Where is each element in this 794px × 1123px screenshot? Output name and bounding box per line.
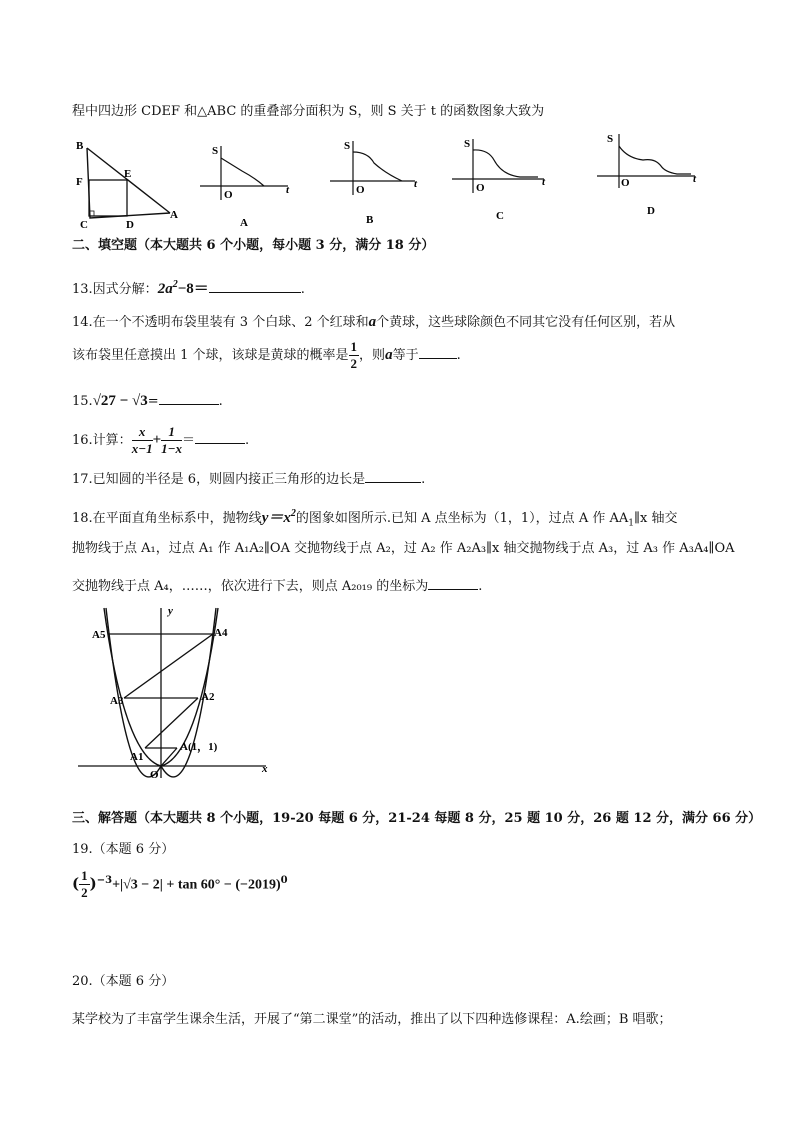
option-c-label: C xyxy=(496,210,504,222)
fig-label-E: E xyxy=(124,168,132,180)
option-a-graph xyxy=(200,138,300,233)
svg-text:S: S xyxy=(344,140,351,152)
svg-text:O: O xyxy=(224,189,233,201)
svg-text:t: t xyxy=(693,173,697,185)
q14-fraction: $\frac{1}{2}$ xyxy=(350,339,358,371)
q18-parabola-figure xyxy=(78,600,278,780)
section-2-heading: 二、填空题（本大题共 6 个小题，每小题 3 分，满分 18 分） xyxy=(72,238,435,253)
label-a1: A1 xyxy=(130,751,144,763)
q15-answer-blank[interactable] xyxy=(159,390,219,405)
q19-label: 19.（本题 6 分） xyxy=(72,842,175,857)
svg-text:O: O xyxy=(621,177,630,189)
q18-line3: 交抛物线于点 A₄，……，依次进行下去，则点 A₂₀₁₉ 的坐标为 . xyxy=(72,575,482,596)
q20-label: 20.（本题 6 分） xyxy=(72,974,175,989)
q17: 17.已知圆的半径是 6，则圆内接正三角形的边长是 . xyxy=(72,468,425,489)
label-x-axis: x xyxy=(262,763,268,775)
svg-text:S: S xyxy=(212,145,219,157)
fig-label-D: D xyxy=(126,219,134,231)
section-3-heading: 三、解答题（本大题共 8 个小题，19-20 每题 6 分，21-24 每题 8 分，25 题 10 分，26 题 12 分，满分 66 分） xyxy=(72,811,762,826)
label-y-axis: y xyxy=(168,605,173,617)
svg-text:t: t xyxy=(286,184,290,196)
q16: 16.计算： $\frac{x}{x-1}$ + $\frac{1}{1-x}$ ＝ . xyxy=(72,424,250,456)
svg-text:S: S xyxy=(607,133,614,145)
q13-answer-blank[interactable] xyxy=(209,278,301,293)
svg-text:t: t xyxy=(542,176,546,188)
label-a5: A5 xyxy=(92,629,106,641)
svg-text:t: t xyxy=(414,178,418,190)
fig-label-B: B xyxy=(76,140,84,152)
q14-answer-blank[interactable] xyxy=(419,344,457,359)
option-b-label: B xyxy=(366,214,374,226)
q20-text: 某学校为了丰富学生课余生活，开展了“第二课堂”的活动，推出了以下四种选修课程：A.绘画；B 唱歌； xyxy=(72,1012,672,1027)
fig-label-F: F xyxy=(76,176,83,188)
fig-label-A: A xyxy=(170,209,178,221)
q16-answer-blank[interactable] xyxy=(195,429,245,444)
q14-line2: 该布袋里任意摸出 1 个球，该球是黄球的概率是 $\frac{1}{2}$ ，则a等于 . xyxy=(72,339,461,371)
q19-expression: ( $\frac{1}{2}$ )$^{-3}+|√3 - 2| + \tan 60^\circ - (-2019)^0$ xyxy=(72,868,288,901)
option-a-label: A xyxy=(240,217,248,229)
label-origin: O xyxy=(150,769,159,781)
option-d-graph xyxy=(597,130,702,225)
option-d-label: D xyxy=(647,205,655,217)
q18-answer-blank[interactable] xyxy=(428,575,478,590)
svg-text:S: S xyxy=(464,138,471,150)
q14-line1: 14.在一个不透明布袋里装有 3 个白球、2 个红球和a个黄球，这些球除颜色不同其它没有任何区别，若从 xyxy=(72,314,676,330)
label-a: A(1，1) xyxy=(180,741,218,753)
fig-label-C: C xyxy=(80,219,88,231)
svg-text:O: O xyxy=(476,182,485,194)
option-b-graph xyxy=(330,135,430,230)
option-c-graph xyxy=(452,133,552,228)
q13: 13.因式分解：$2a^2-8=$ . xyxy=(72,279,305,297)
q12-text: 程中四边形 CDEF 和△ABC 的重叠部分面积为 S，则 S 关于 t 的函数图象大致为 xyxy=(72,104,545,119)
q17-answer-blank[interactable] xyxy=(365,468,421,483)
q12-triangle-figure xyxy=(74,140,184,230)
label-a3: A3 xyxy=(110,695,124,707)
q15: 15.√27 − √3= . xyxy=(72,390,223,411)
label-a4: A4 xyxy=(214,627,228,639)
q18-line2: 抛物线于点 A₁，过点 A₁ 作 A₁A₂∥OA 交抛物线于点 A₂，过 A₂ 作 A₂A₃∥x 轴交抛物线于点 A₃，过 A₃ 作 A₃A₄∥OA xyxy=(72,541,735,556)
q18-line1: 18.在平面直角坐标系中，抛物线$y=x^2$的图象如图所示.已知 A 点坐标为（1，1），过点 A 作 $AA_1\parallel x$ 轴交 xyxy=(72,508,678,529)
label-a2: A2 xyxy=(201,691,215,703)
svg-text:O: O xyxy=(356,184,365,196)
